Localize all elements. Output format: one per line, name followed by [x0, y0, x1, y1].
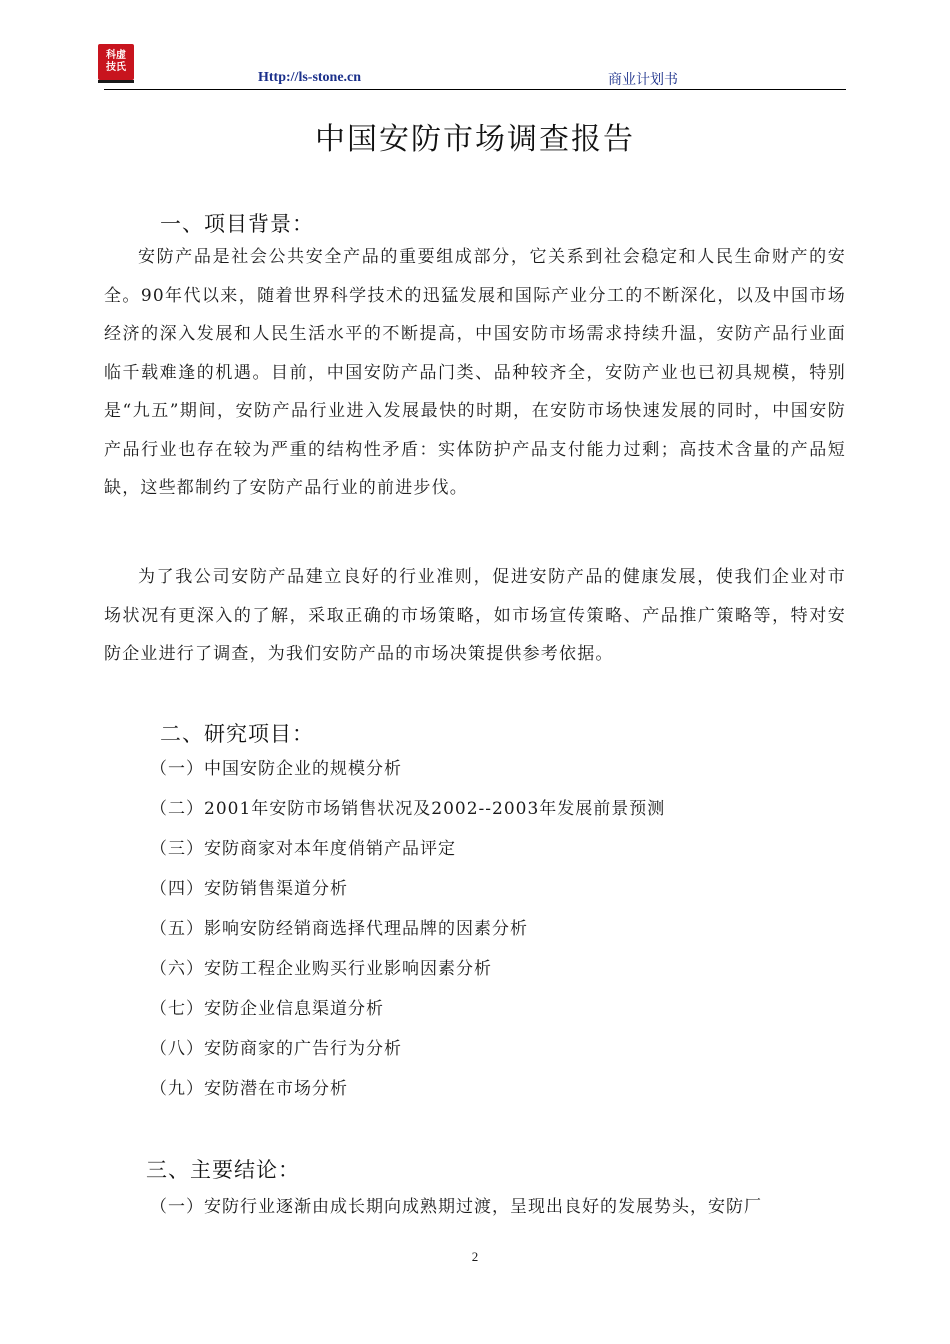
research-item-5: （五）影响安防经销商选择代理品牌的因素分析 — [150, 919, 528, 939]
section-1-paragraph-2: 为了我公司安防产品建立良好的行业准则，促进安防产品的健康发展，使我们企业对市场状况有更深入的了解，采取正确的市场策略，如市场宣传策略、产品推广策略等，特对安防企业进行了调查，为我们安防产品的市场决策提供参考依据。 — [104, 567, 846, 664]
research-item-8: （八）安防商家的广告行为分析 — [150, 1039, 402, 1059]
research-item-6: （六）安防工程企业购买行业影响因素分析 — [150, 959, 492, 979]
research-item-9: （九）安防潜在市场分析 — [150, 1079, 348, 1099]
section-2-heading: 二、研究项目： — [160, 722, 314, 746]
header-url[interactable]: Http://ls-stone.cn — [258, 70, 362, 85]
research-item-3: （三）安防商家对本年度俏销产品评定 — [150, 839, 456, 859]
section-3-heading: 三、主要结论： — [146, 1158, 300, 1182]
header-doc-type: 商业计划书 — [608, 72, 678, 88]
logo-underline — [98, 80, 134, 83]
header-rule — [104, 89, 846, 90]
page-title: 中国安防市场调查报告 — [315, 122, 635, 157]
research-item-7: （七）安防企业信息渠道分析 — [150, 999, 384, 1019]
research-item-4: （四）安防销售渠道分析 — [150, 879, 348, 899]
research-item-1: （一）中国安防企业的规模分析 — [150, 759, 402, 779]
research-item-2: （二）2001年安防市场销售状况及2002--2003年发展前景预测 — [150, 799, 666, 819]
logo-text-top: 科虚 — [106, 50, 126, 61]
logo-text-bottom: 技氏 — [106, 62, 126, 73]
section-1-heading: 一、项目背景： — [160, 212, 314, 236]
company-logo — [98, 44, 134, 80]
conclusion-item-1: （一）安防行业逐渐由成长期向成熟期过渡，呈现出良好的发展势头，安防厂 — [150, 1197, 762, 1217]
page-number: 2 — [471, 1249, 479, 1264]
section-1-paragraph-1: 安防产品是社会公共安全产品的重要组成部分，它关系到社会稳定和人民生命财产的安全。90年代以来，随着世界科学技术的迅猛发展和国际产业分工的不断深化，以及中国市场经济的深入发展和人民生活水平的不断提高，中国安防市场需求持续升温，安防产品行业面临千载难逢的机遇。目前，中国安防产品门类、品种较齐全，安防产业也已初具规模，特别是“九五”期间，安防产品行业进入发展最快的时期，在安防市场快速发展的同时，中国安防产品行业也存在较为严重的结构性矛盾：实体防护产品支付能力过剩；高技术含量的产品短缺，这些都制约了安防产品行业的前进步伐。 — [104, 247, 846, 498]
